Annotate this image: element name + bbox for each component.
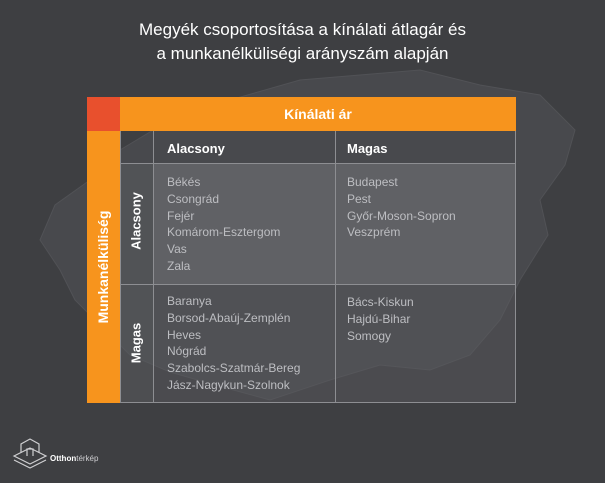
county-item: Baranya — [167, 294, 212, 308]
logo-wordmark — [50, 454, 98, 463]
county-item: Szabolcs-Szatmár-Bereg — [167, 361, 301, 376]
county-list-low-high — [347, 174, 456, 241]
county-item: Győr-Moson-Sopron — [347, 208, 456, 223]
grid-line — [515, 131, 516, 403]
logo-text-bold: Otthon — [50, 454, 77, 463]
column-label-high: Magas — [347, 141, 388, 156]
county-list-low-low — [167, 174, 280, 275]
county-item: Fejér — [167, 208, 195, 223]
column-axis-header — [120, 97, 516, 131]
county-item: Pest — [347, 191, 372, 206]
county-item: Zala — [167, 258, 191, 273]
county-item: Veszprém — [347, 225, 401, 240]
grid-line — [120, 284, 516, 285]
corner-block — [87, 97, 120, 131]
county-item: Somogy — [347, 328, 392, 343]
title-line-2: a munkanélküliségi arányszám alapján — [156, 44, 449, 63]
county-item: Békés — [167, 175, 201, 189]
row-label-high: Magas — [128, 322, 144, 364]
county-list-high-low — [167, 293, 300, 394]
row-axis-label: Munkanélküliség — [95, 210, 111, 324]
title-line-1: Megyék csoportosítása a kínálati átlagár és — [139, 20, 466, 39]
county-item: Bács-Kiskun — [347, 295, 414, 309]
grid-line — [120, 163, 516, 164]
county-item: Budapest — [347, 175, 398, 189]
row-axis-header — [87, 131, 120, 403]
county-item: Jász-Nagykun-Szolnok — [167, 377, 290, 392]
county-item: Csongrád — [167, 191, 220, 206]
grid-line — [120, 131, 121, 403]
matrix-grid — [120, 131, 516, 403]
county-item: Borsod-Abaúj-Zemplén — [167, 310, 291, 325]
column-label-low: Alacsony — [167, 141, 225, 156]
row-label-low: Alacsony — [128, 192, 144, 250]
column-axis-label: Kínálati ár — [284, 106, 352, 122]
county-item: Heves — [167, 327, 202, 342]
otthonterkep-logo-icon — [11, 436, 101, 470]
county-item: Hajdú-Bihar — [347, 311, 411, 326]
grid-line — [153, 131, 154, 403]
county-item: Nógrád — [167, 344, 207, 359]
county-list-high-high — [347, 294, 414, 344]
grid-line — [120, 402, 516, 403]
logo-text-rest: térkép — [76, 454, 99, 463]
county-item: Komárom-Esztergom — [167, 225, 281, 240]
county-item: Vas — [167, 242, 187, 257]
grid-line — [335, 131, 336, 403]
page-title — [0, 18, 605, 66]
